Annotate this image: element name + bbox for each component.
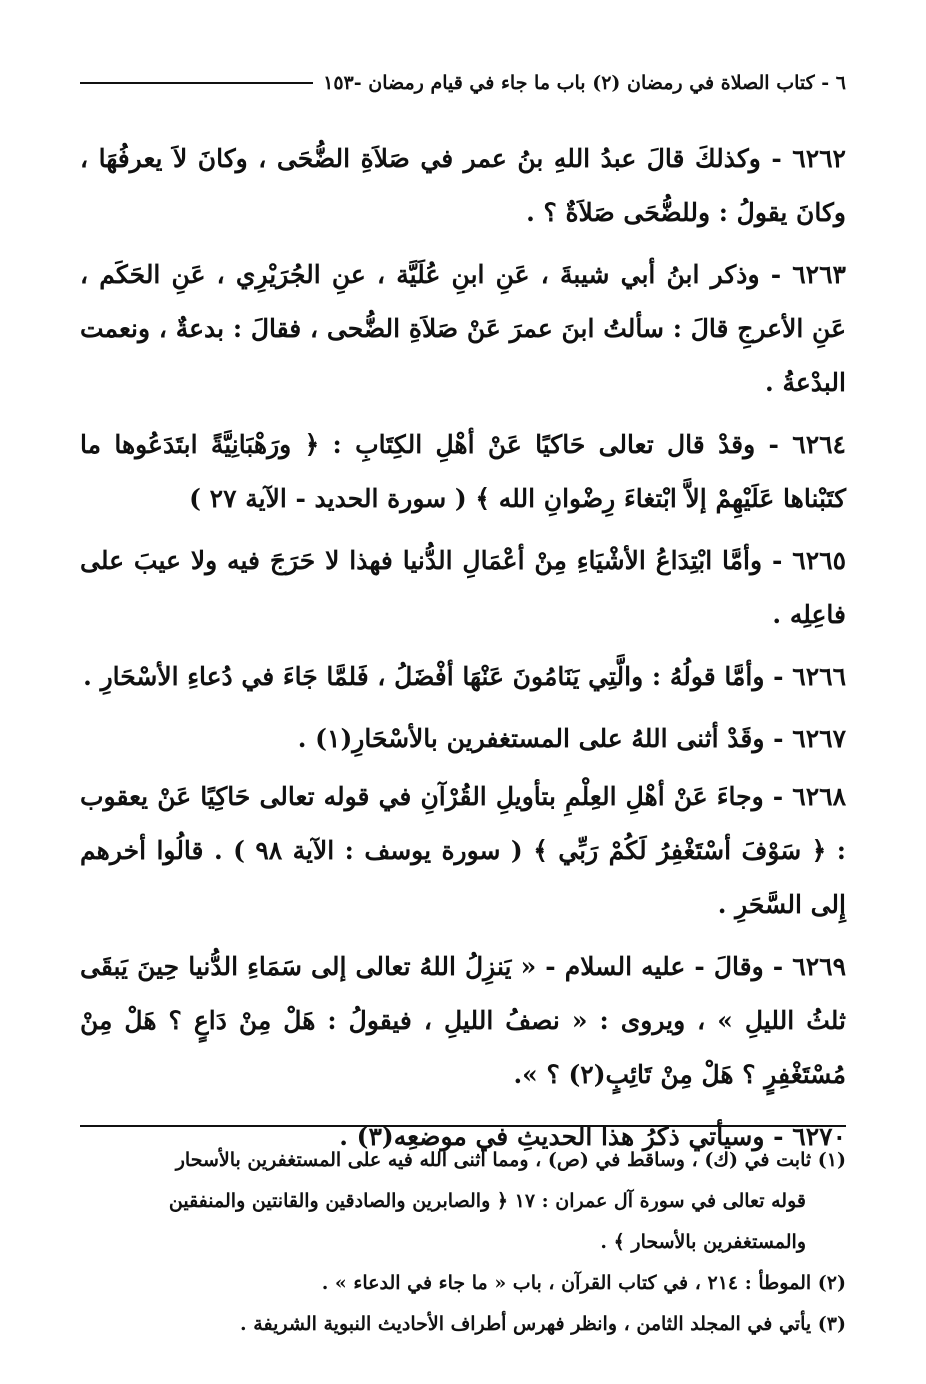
paragraph-number: ٦٢٦٩ bbox=[792, 952, 846, 981]
footnote-label: (٣) bbox=[817, 1313, 846, 1335]
paragraph-6269 bbox=[80, 940, 846, 1102]
footnotes bbox=[80, 1140, 846, 1345]
paragraph-number: ٦٢٦٧ bbox=[792, 724, 846, 753]
dash: - bbox=[773, 724, 784, 753]
footnote-2 bbox=[80, 1263, 846, 1304]
paragraph-6264 bbox=[80, 418, 846, 526]
footnote-3 bbox=[80, 1304, 846, 1345]
running-header-text: ٦ - كتاب الصلاة في رمضان (٢) باب ما جاء في قيام رمضان -١٥٣ bbox=[323, 72, 846, 94]
paragraph-text: وقَدْ أثنى اللهُ على المستغفرين بالأسْحَارِ(١) . bbox=[297, 724, 765, 753]
paragraph-text: وجاءَ عَنْ أهْلِ العِلْمِ بتأويلِ القُرْآنِ في قوله تعالى حَاكِيًا عَنْ يعقوب : ﴿ سَوْفَ أسْتَغْفِرُ لَكُمْ رَبِّي ﴾ ( سورة يوسف : الآية ٩٨ ) . قالُوا أخرهم إِلى السَّحَرِ . bbox=[80, 782, 846, 919]
paragraph-number: ٦٢٦٨ bbox=[792, 782, 846, 811]
paragraph-6265 bbox=[80, 534, 846, 642]
paragraph-text: وقدْ قال تعالى حَاكيًا عَنْ أهْلِ الكِتَابِ : ﴿ ورَهْبَانِيَّةً ابتَدَعُوها ما كتَبْناها عَلَيْهِمْ إلاَّ ابْتغاءَ رِضْوانِ الله ﴾ ( سورة الحديد - الآية ٢٧ ) bbox=[80, 430, 846, 513]
paragraph-6263 bbox=[80, 248, 846, 410]
dash: - bbox=[771, 546, 783, 575]
footnote-label: (٢) bbox=[817, 1272, 846, 1294]
paragraph-text: وسيأتي ذكرُ هذا الحديثِ في موضعِه(٣) . bbox=[339, 1122, 765, 1151]
footnote-1-continuation bbox=[80, 1181, 846, 1222]
paragraph-6266 bbox=[80, 650, 846, 704]
paragraph-number: ٦٢٦٥ bbox=[792, 546, 846, 575]
paragraph-number: ٦٢٦٦ bbox=[792, 662, 846, 691]
running-header bbox=[80, 66, 846, 100]
paragraph-number: ٦٢٦٤ bbox=[792, 430, 846, 459]
footnote-1 bbox=[80, 1140, 846, 1181]
dash: - bbox=[771, 144, 782, 173]
dash: - bbox=[772, 782, 784, 811]
footnote-separator bbox=[80, 1125, 846, 1127]
footnote-text: الموطأ : ٢١٤ ، في كتاب القرآن ، باب « ما جاء في الدعاء » . bbox=[321, 1272, 812, 1294]
dash: - bbox=[773, 1122, 784, 1151]
dash: - bbox=[773, 662, 784, 691]
dash: - bbox=[772, 952, 784, 981]
paragraph-text: وأمَّا ابْتِدَاعُ الأشْيَاءِ مِنْ أعْمَالِ الدُّنيا فهذا لا حَرَجَ فيه ولا عيبَ على فاعِلِه . bbox=[80, 546, 846, 629]
main-text bbox=[80, 132, 846, 1172]
paragraph-number: ٦٢٧٠ bbox=[792, 1122, 846, 1151]
footnote-text: يأتي في المجلد الثامن ، وانظر فهرس أطراف الأحاديث النبوية الشريفة . bbox=[240, 1313, 812, 1335]
paragraph-text: وذكر ابنُ أبي شيبةَ ، عَنِ ابنِ عُلَيَّة ، عنِ الجُرَيْرِي ، عَنِ الحَكَم ، عَنِ الأعرجِ قالَ : سألتُ ابنَ عمرَ عَنْ صَلاَةِ الضُّحى ، فقالَ : بدعةٌ ، ونعمت البدْعةُ . bbox=[80, 260, 846, 397]
paragraph-number: ٦٢٦٢ bbox=[792, 144, 846, 173]
footnote-text: ثابت في (ك) ، وساقط في (ص) ، ومما أثنى الله فيه على المستغفرين بالأسحار bbox=[175, 1149, 812, 1171]
header-rule bbox=[80, 82, 313, 84]
dash: - bbox=[768, 430, 779, 459]
footnote-label: (١) bbox=[817, 1149, 846, 1171]
paragraph-text: وكذلكَ قالَ عبدُ اللهِ بنُ عمر في صَلاَةِ الضُّحَى ، وكانَ لاَ يعرفُهَا ، وكانَ يقولُ : وللضُّحَى صَلاَةٌ ؟ . bbox=[80, 144, 846, 227]
paragraph-6262 bbox=[80, 132, 846, 240]
paragraph-number: ٦٢٦٣ bbox=[792, 260, 846, 289]
footnote-text: قوله تعالى في سورة آل عمران : ١٧ ﴿ والصابرين والصادقين والقانتين والمنفقين bbox=[168, 1190, 806, 1212]
paragraph-text: وأمَّا قولُهُ : والَّتِي يَنَامُونَ عَنْهَا أفْضَلُ ، فَلمَّا جَاءَ في دُعاءِ الأسْحَارِ . bbox=[83, 662, 765, 691]
paragraph-text: وقالَ - عليه السلام - « يَنزِلُ اللهُ تعالى إلى سَمَاءِ الدُّنيا حِينَ يَبقَى ثلثُ الليلِ » ، ويروى : « نصفُ الليلِ ، فيقولُ : هَلْ مِنْ دَاعٍ ؟ هَلْ مِنْ مُسْتَغْفِرٍ ؟ هَلْ مِنْ تَائِبٍ(٢) ؟ ». bbox=[80, 952, 846, 1089]
dash: - bbox=[770, 260, 782, 289]
paragraph-6267 bbox=[80, 712, 846, 766]
paragraph-6268 bbox=[80, 770, 846, 932]
footnote-1-continuation bbox=[80, 1222, 846, 1263]
footnote-text: والمستغفرين بالأسحار ﴾ . bbox=[600, 1231, 806, 1253]
